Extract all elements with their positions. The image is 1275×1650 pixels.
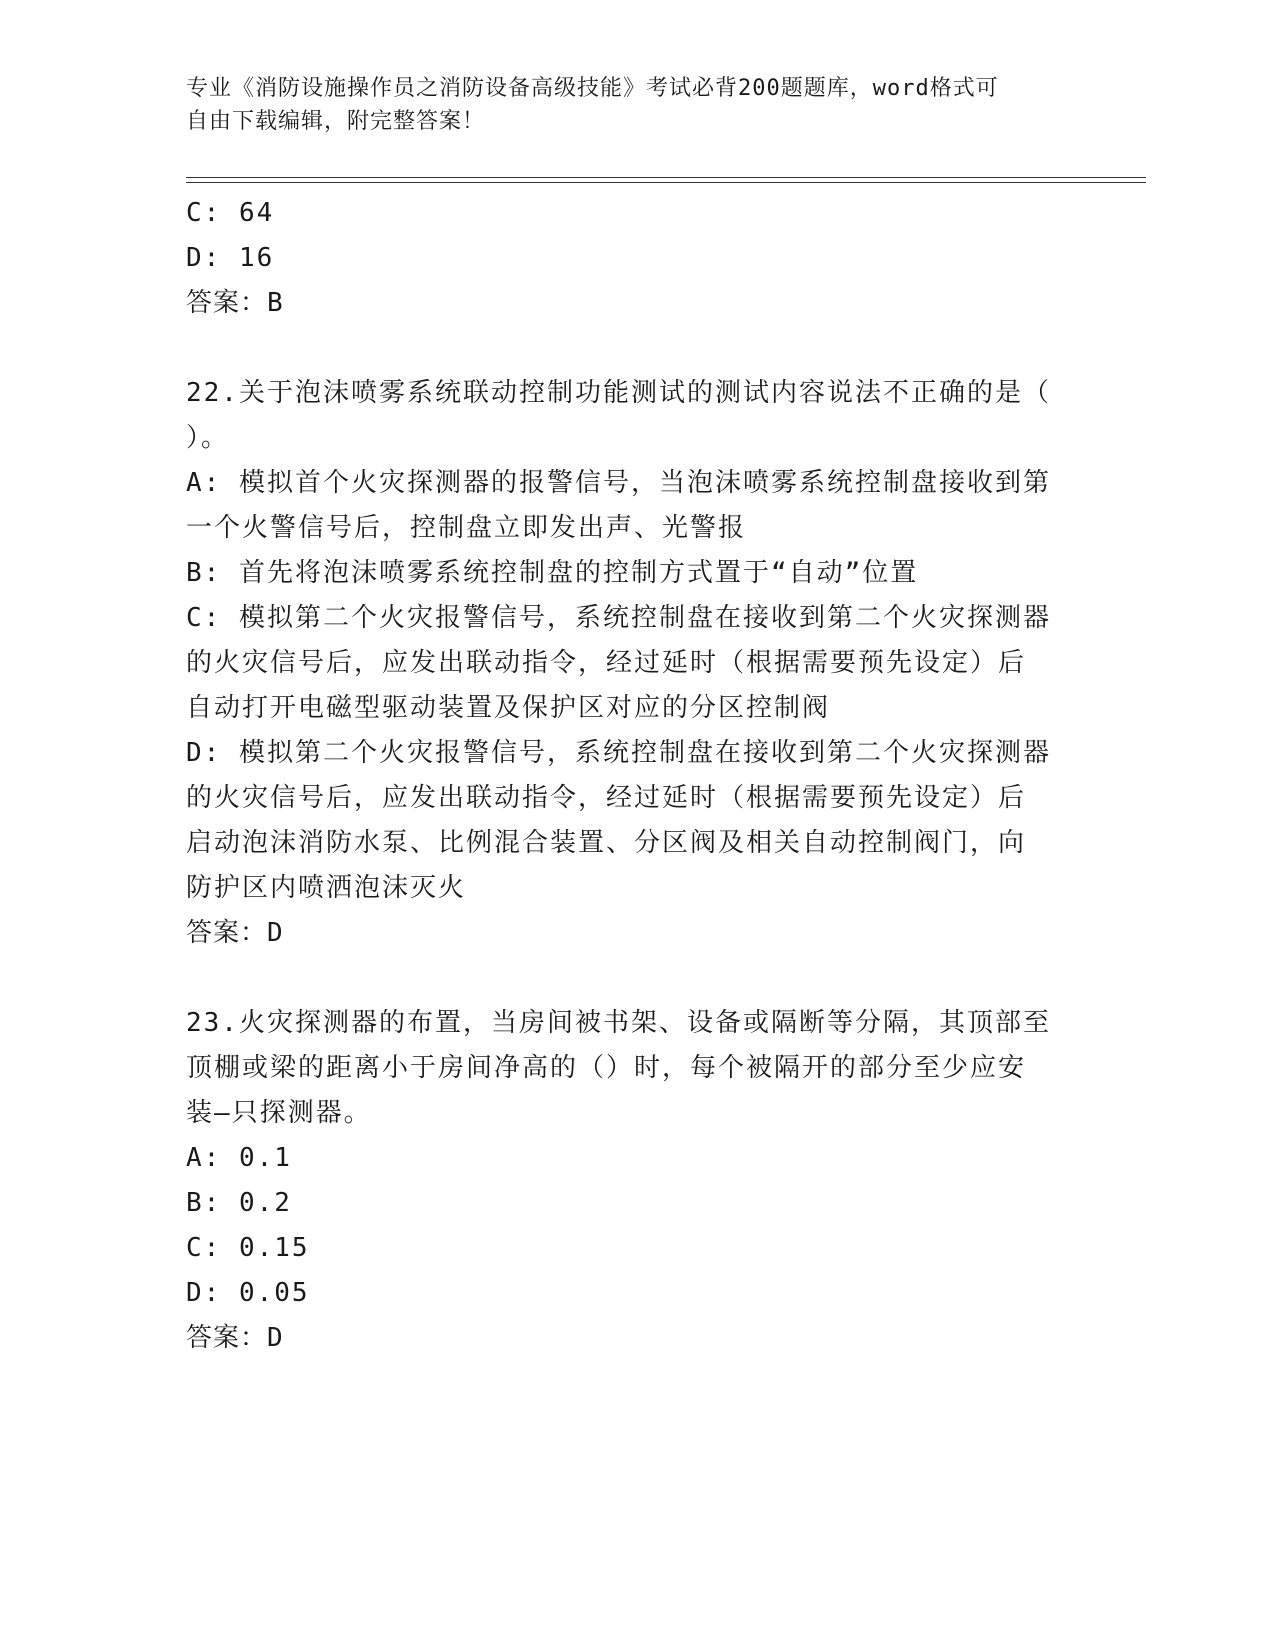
- question-stem-line: 顶棚或梁的距离小于房间净高的（）时，每个被隔开的部分至少应安: [186, 1053, 1027, 1083]
- answer-line: 答案：D: [186, 918, 284, 948]
- option-c: C: 0.15: [186, 1233, 310, 1263]
- option-c-line: 的火灾信号后，应发出联动指令，经过延时（根据需要预先设定）后: [186, 648, 1027, 678]
- option-a-line: A: 模拟首个火灾探测器的报警信号，当泡沫喷雾系统控制盘接收到第: [186, 468, 1051, 498]
- option-d-line: D: 模拟第二个火灾报警信号，系统控制盘在接收到第二个火灾探测器: [186, 738, 1051, 768]
- option-d: D: 0.05: [186, 1278, 310, 1308]
- question-stem-line: 22.关于泡沫喷雾系统联动控制功能测试的测试内容说法不正确的是（: [186, 378, 1051, 408]
- spacer: [186, 956, 1086, 1001]
- question-23: [186, 1001, 1086, 1361]
- header-rule-bottom: [186, 182, 1146, 183]
- prev-question: [186, 191, 1086, 326]
- option-d-line: 的火灾信号后，应发出联动指令，经过延时（根据需要预先设定）后: [186, 783, 1027, 813]
- option-b-line: B: 首先将泡沫喷雾系统控制盘的控制方式置于“自动”位置: [186, 558, 919, 588]
- option-d-line: 防护区内喷洒泡沫灭火: [186, 873, 467, 903]
- option-d-line: 启动泡沫消防水泵、比例混合装置、分区阀及相关自动控制阀门，向: [186, 828, 1027, 858]
- answer-line: 答案：B: [186, 288, 284, 318]
- header-line-2: 自由下载编辑，附完整答案！: [186, 109, 486, 134]
- option-a-line: 一个火警信号后，控制盘立即发出声、光警报: [186, 513, 747, 543]
- option-c-line: 自动打开电磁型驱动装置及保护区对应的分区控制阀: [186, 693, 831, 723]
- document-header: [186, 72, 1066, 138]
- header-line-1: 专业《消防设施操作员之消防设备高级技能》考试必背200题题库，word格式可: [186, 76, 999, 101]
- option-c-line: C: 模拟第二个火灾报警信号，系统控制盘在接收到第二个火灾探测器: [186, 603, 1051, 633]
- question-stem-line: ）。: [186, 423, 230, 453]
- option-b: B: 0.2: [186, 1188, 292, 1218]
- question-22: [186, 371, 1086, 956]
- option-c: C: 64: [186, 198, 275, 228]
- question-stem-line: 23.火灾探测器的布置，当房间被书架、设备或隔断等分隔，其顶部至: [186, 1008, 1051, 1038]
- spacer: [186, 326, 1086, 371]
- answer-line: 答案：D: [186, 1323, 284, 1353]
- option-a: A: 0.1: [186, 1143, 292, 1173]
- header-rule-top: [186, 177, 1146, 178]
- question-stem-line: 装—只探测器。: [186, 1098, 372, 1128]
- document-body: [186, 191, 1086, 1361]
- option-d: D: 16: [186, 243, 275, 273]
